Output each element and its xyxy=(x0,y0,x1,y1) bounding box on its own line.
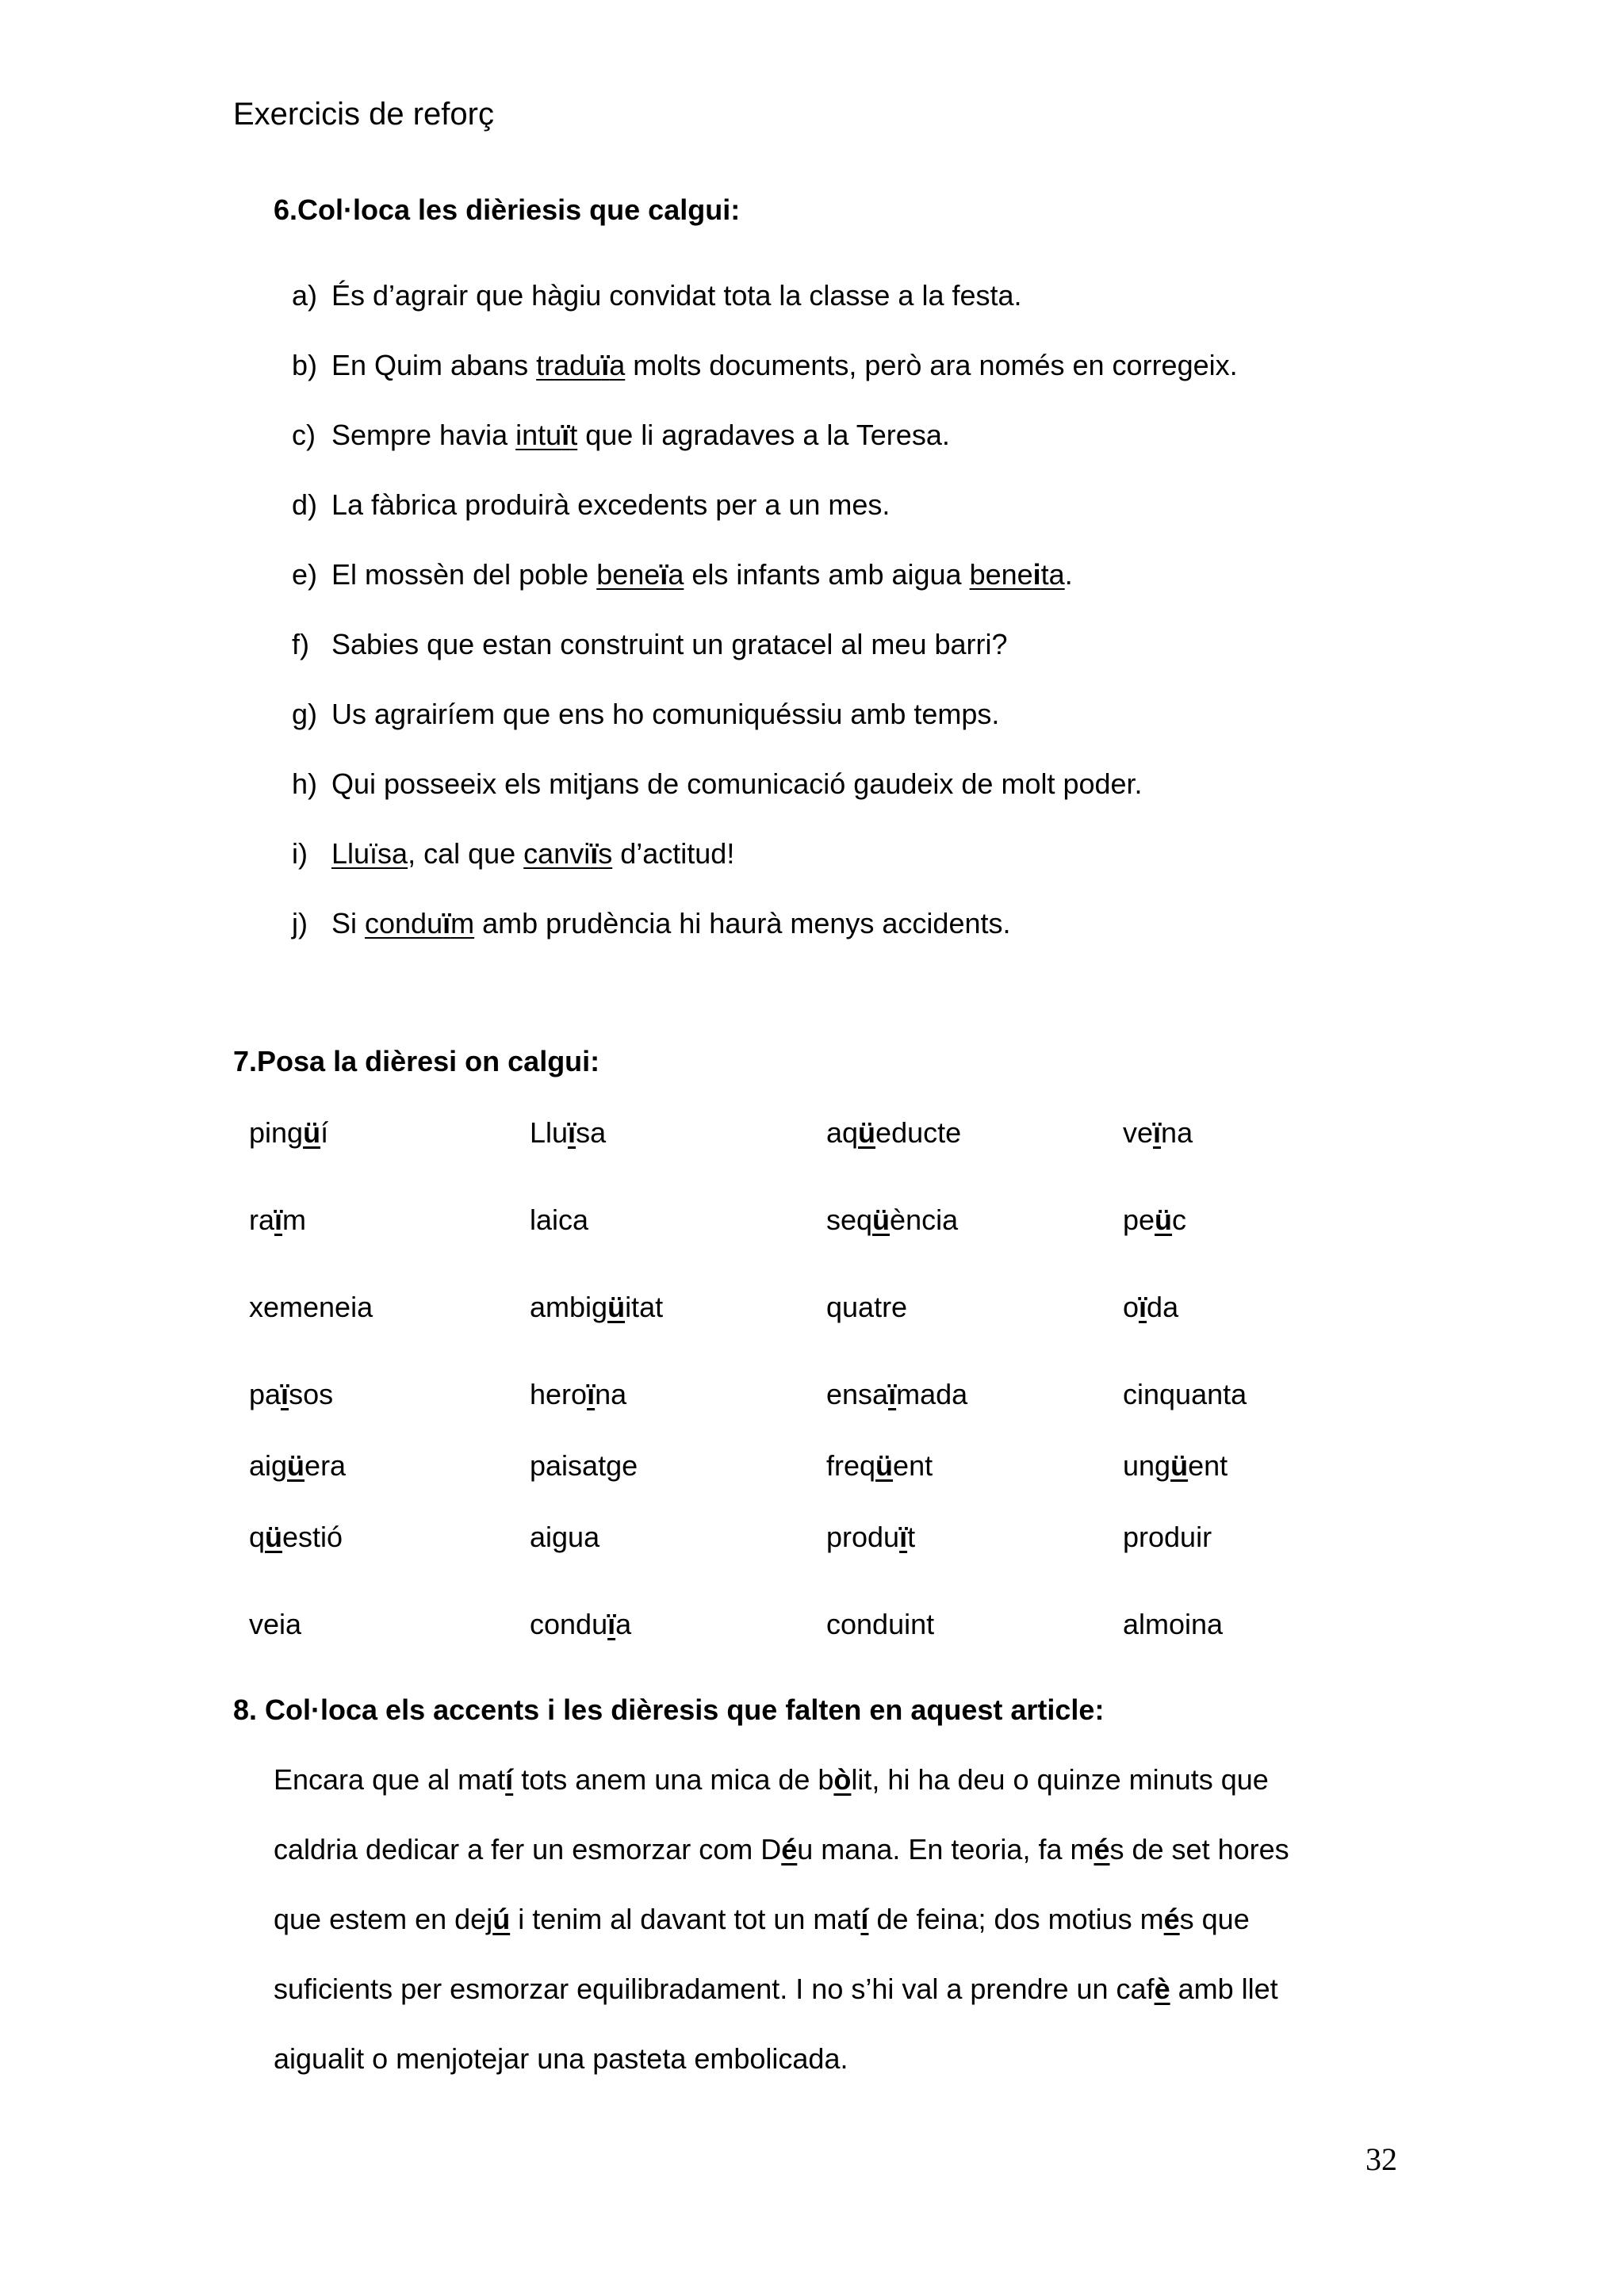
text-run: pa xyxy=(249,1378,282,1410)
item-sentence xyxy=(331,279,1022,312)
item-sentence xyxy=(331,628,1008,661)
marked-text-run: ï xyxy=(274,1203,283,1236)
text-run: s de set hores xyxy=(1109,1833,1289,1866)
item-sentence xyxy=(331,698,999,731)
text-run: ent xyxy=(1188,1449,1228,1482)
text-run: lit, hi ha deu o quinze minuts que xyxy=(851,1763,1269,1796)
word-cell xyxy=(249,1608,301,1641)
text-run: c xyxy=(1172,1203,1187,1236)
word-cell xyxy=(530,1449,638,1483)
text-run: conduint xyxy=(826,1608,935,1640)
article-line xyxy=(274,1903,1250,1936)
item-sentence xyxy=(331,837,734,871)
text-run: que li agradaves a la Teresa. xyxy=(577,419,950,451)
text-run: . xyxy=(1064,558,1073,591)
text-run: Si xyxy=(331,907,366,939)
marked-text-run: m xyxy=(450,907,475,939)
text-run: amb prudència hi haurà menys accidents. xyxy=(474,907,1011,939)
text-run: els infants amb aigua xyxy=(684,558,970,591)
item-letter: f) xyxy=(292,628,309,660)
marked-text-run: ü xyxy=(872,1203,891,1236)
marked-text-run: ï xyxy=(888,1378,897,1410)
marked-text-run: ü xyxy=(1170,1449,1189,1482)
marked-text-run: ï xyxy=(1139,1291,1147,1323)
text-run: estió xyxy=(282,1521,343,1553)
word-cell xyxy=(1123,1521,1212,1554)
marked-text-run: t xyxy=(569,419,578,451)
text-run: condu xyxy=(530,1608,608,1640)
text-run: suficients per esmorzar equilibradament. I no s’hi val a prendre un caf xyxy=(274,1973,1155,2005)
marked-text-run: bene xyxy=(969,558,1033,591)
word-cell xyxy=(1123,1203,1186,1237)
text-run: de feina; dos motius m xyxy=(868,1903,1164,1935)
text-run: ent xyxy=(893,1449,933,1482)
marked-text-run: ï xyxy=(607,1608,616,1640)
marked-text-run: ï xyxy=(587,1378,596,1410)
text-run: molts documents, però ara només en corregeix. xyxy=(625,349,1238,381)
item-letter: d) xyxy=(292,488,318,521)
item-sentence xyxy=(331,349,1238,382)
marked-text-run: s xyxy=(598,837,613,870)
word-cell xyxy=(249,1116,328,1150)
text-run: amb llet xyxy=(1170,1973,1278,2005)
text-run: pe xyxy=(1123,1203,1155,1236)
text-run: itat xyxy=(625,1291,664,1323)
text-run: És d’agrair que hàgiu convidat tota la classe a la festa. xyxy=(331,279,1022,312)
text-run: almoina xyxy=(1123,1608,1224,1640)
text-run: aig xyxy=(249,1449,288,1482)
item-letter: j) xyxy=(292,907,308,939)
text-run: aigualit o menjotejar una pasteta embolicada. xyxy=(274,2042,848,2075)
text-run: na xyxy=(595,1378,627,1410)
marked-text-run: condu xyxy=(365,907,443,939)
text-run: i tenim al davant tot un mat xyxy=(510,1903,861,1935)
text-run: mada xyxy=(896,1378,968,1410)
text-run: Encara que al mat xyxy=(274,1763,506,1796)
item-letter: g) xyxy=(292,698,318,730)
text-run: a xyxy=(615,1608,632,1640)
marked-text-run: ü xyxy=(265,1521,283,1553)
text-run: En Quim abans xyxy=(331,349,537,381)
item-letter: a) xyxy=(292,279,318,312)
word-cell xyxy=(249,1521,343,1554)
article-line xyxy=(274,2042,848,2076)
text-run: ping xyxy=(249,1116,304,1149)
item-letter: b) xyxy=(292,349,318,381)
text-run: veia xyxy=(249,1608,302,1640)
text-run: í xyxy=(320,1116,329,1149)
word-cell xyxy=(249,1449,346,1483)
marked-text-run: è xyxy=(1154,1973,1170,2005)
marked-text-run: tradu xyxy=(536,349,602,381)
marked-text-run: é xyxy=(1163,1903,1180,1935)
text-run: Sempre havia xyxy=(331,419,516,451)
text-run: era xyxy=(304,1449,347,1482)
text-run: cinquanta xyxy=(1123,1378,1247,1410)
text-run: sa xyxy=(576,1116,607,1149)
text-run: xemeneia xyxy=(249,1291,373,1323)
word-cell xyxy=(826,1378,967,1411)
marked-text-run: í xyxy=(860,1903,869,1935)
text-run: ència xyxy=(890,1203,959,1236)
item-sentence xyxy=(331,907,1011,940)
word-cell xyxy=(530,1521,599,1554)
item-sentence xyxy=(331,488,890,522)
word-cell xyxy=(1123,1291,1178,1324)
marked-text-run: ü xyxy=(875,1449,894,1482)
text-run: caldria dedicar a fer un esmorzar com D xyxy=(274,1833,782,1866)
item-letter: c) xyxy=(292,419,316,451)
text-run: d’actitud! xyxy=(612,837,735,870)
text-run: Qui posseeix els mitjans de comunicació gaudeix de molt poder. xyxy=(331,767,1143,800)
marked-text-run: Lluïsa xyxy=(331,837,408,870)
text-run: produir xyxy=(1123,1521,1212,1553)
marked-text-run: ï xyxy=(561,419,570,451)
text-run: u mana. En teoria, fa m xyxy=(797,1833,1094,1866)
word-cell xyxy=(826,1608,934,1641)
word-cell xyxy=(530,1203,588,1237)
exercise-7-title: 7.Posa la dièresi on calgui: xyxy=(233,1045,600,1077)
word-cell xyxy=(249,1378,333,1411)
text-run: o xyxy=(1123,1291,1139,1323)
marked-text-run: ï xyxy=(590,837,599,870)
exercise-8-title: 8. Col·loca els accents i les dièresis que falten en aquest article: xyxy=(233,1693,1105,1726)
marked-text-run: ta xyxy=(1040,558,1065,591)
marked-text-run: ï xyxy=(899,1521,908,1553)
text-run: freq xyxy=(826,1449,876,1482)
text-run: ra xyxy=(249,1203,275,1236)
marked-text-run: bene xyxy=(596,558,661,591)
text-run: t xyxy=(907,1521,916,1553)
word-cell xyxy=(530,1116,606,1150)
marked-text-run: ü xyxy=(303,1116,321,1149)
marked-text-run: ú xyxy=(492,1903,511,1935)
text-run: tots anem una mica de b xyxy=(513,1763,834,1796)
text-run: da xyxy=(1147,1291,1179,1323)
marked-text-run: ï xyxy=(660,558,668,591)
marked-text-run: ü xyxy=(1155,1203,1173,1236)
item-letter: i) xyxy=(292,837,308,870)
word-cell xyxy=(1123,1378,1247,1411)
text-run: q xyxy=(249,1521,266,1553)
page-number: 32 xyxy=(1365,2141,1397,2177)
marked-text-run: é xyxy=(781,1833,798,1866)
text-run: aigua xyxy=(530,1521,600,1553)
text-run: , cal que xyxy=(408,837,524,870)
word-cell xyxy=(826,1521,915,1554)
marked-text-run: ï xyxy=(568,1116,576,1149)
item-sentence xyxy=(331,767,1143,801)
text-run: produ xyxy=(826,1521,900,1553)
word-cell xyxy=(826,1449,933,1483)
text-run: laica xyxy=(530,1203,589,1236)
marked-text-run: i xyxy=(1032,558,1041,591)
article-line xyxy=(274,1763,1269,1797)
marked-text-run: ï xyxy=(281,1378,289,1410)
text-run: m xyxy=(282,1203,307,1236)
marked-text-run: intu xyxy=(515,419,562,451)
text-run: educte xyxy=(875,1116,962,1149)
word-cell xyxy=(1123,1449,1228,1483)
marked-text-run: ü xyxy=(858,1116,876,1149)
marked-text-run: ü xyxy=(607,1291,626,1323)
word-cell xyxy=(826,1203,958,1237)
marked-text-run: ï xyxy=(1153,1116,1162,1149)
word-cell xyxy=(1123,1608,1223,1641)
text-run: quatre xyxy=(826,1291,908,1323)
text-run: ensa xyxy=(826,1378,889,1410)
text-run: ung xyxy=(1123,1449,1171,1482)
marked-text-run: canvi xyxy=(523,837,591,870)
marked-text-run: ï xyxy=(601,349,610,381)
word-cell xyxy=(826,1291,907,1324)
text-run: paisatge xyxy=(530,1449,638,1482)
word-cell xyxy=(249,1291,373,1324)
text-run: hero xyxy=(530,1378,588,1410)
text-run: Llu xyxy=(530,1116,569,1149)
text-run: s que xyxy=(1179,1903,1250,1935)
text-run: ambig xyxy=(530,1291,608,1323)
text-run: que estem en dej xyxy=(274,1903,493,1935)
word-cell xyxy=(530,1378,626,1411)
text-run: na xyxy=(1161,1116,1193,1149)
marked-text-run: é xyxy=(1094,1833,1110,1866)
word-cell xyxy=(530,1608,631,1641)
text-run: seq xyxy=(826,1203,873,1236)
exercise-6-title: 6.Col·loca les dièriesis que calgui: xyxy=(274,193,741,226)
text-run: La fàbrica produirà excedents per a un mes. xyxy=(331,488,891,521)
word-cell xyxy=(249,1203,306,1237)
article-line xyxy=(274,1973,1278,2006)
item-sentence xyxy=(331,419,950,452)
marked-text-run: a xyxy=(609,349,626,381)
marked-text-run: ò xyxy=(833,1763,852,1796)
item-letter: h) xyxy=(292,767,318,800)
marked-text-run: ï xyxy=(442,907,451,939)
text-run: sos xyxy=(289,1378,334,1410)
word-cell xyxy=(826,1116,961,1150)
header-title: Exercicis de reforç xyxy=(233,97,494,132)
text-run: Us agrairíem que ens ho comuniquéssiu amb temps. xyxy=(331,698,1000,730)
text-run: aq xyxy=(826,1116,859,1149)
marked-text-run: a xyxy=(668,558,684,591)
marked-text-run: í xyxy=(505,1763,514,1796)
text-run: El mossèn del poble xyxy=(331,558,597,591)
marked-text-run: ü xyxy=(287,1449,305,1482)
article-line xyxy=(274,1833,1289,1866)
item-letter: e) xyxy=(292,558,318,591)
text-run: ve xyxy=(1123,1116,1154,1149)
word-cell xyxy=(530,1291,663,1324)
word-cell xyxy=(1123,1116,1193,1150)
item-sentence xyxy=(331,558,1073,591)
text-run: Sabies que estan construint un gratacel al meu barri? xyxy=(331,628,1008,660)
